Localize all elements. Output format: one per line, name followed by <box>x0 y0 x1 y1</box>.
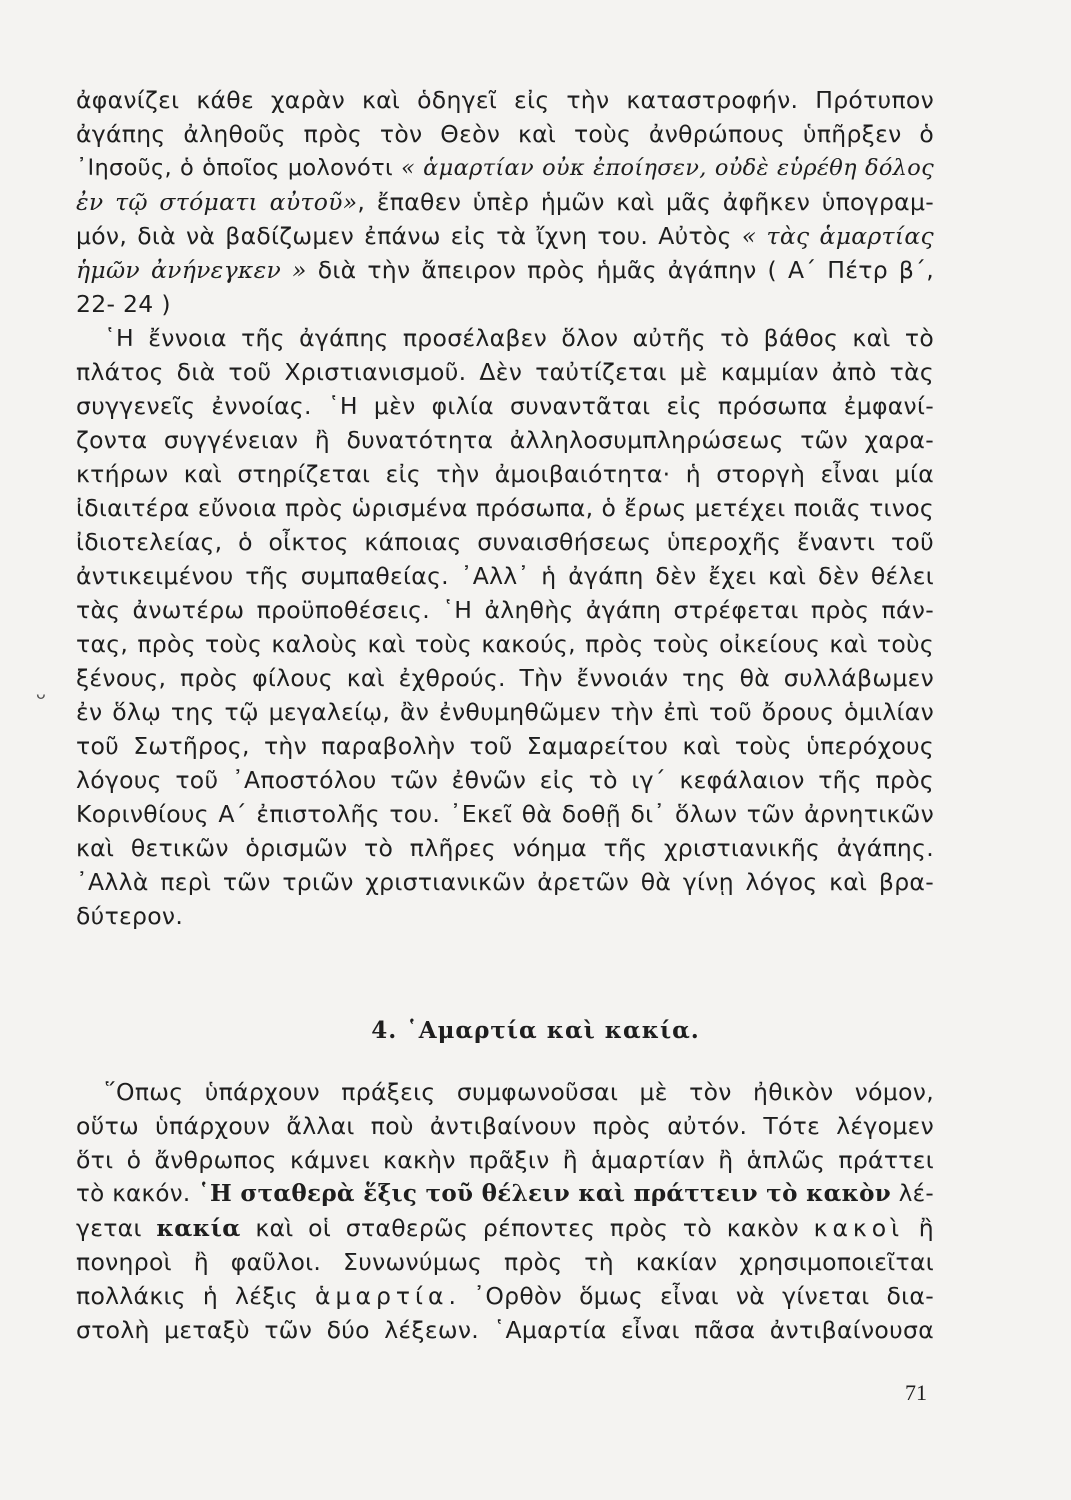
text-line: ἀγάπης ἀληθοῦς πρὸς τὸν Θεὸν καὶ τοὺς ἀνθρώπους ὑπῆρξεν ὁ <box>76 120 934 148</box>
text-span: διὰ τὴν ἄπειρον πρὸς ἡμᾶς ἀγάπην ( Α΄ Πέτρ β΄, <box>306 256 934 284</box>
text-line: ξένους, πρὸς φίλους καὶ ἐχθρούς. Τὴν ἔννοιάν της θὰ συλλάβωμεν <box>76 664 934 692</box>
text-line: δύτερον. <box>76 902 184 930</box>
text-line: πονηροὶ ἢ φαῦλοι. Συνωνύμως πρὸς τὴ κακίαν χρησιμοποιεῖται <box>76 1248 934 1276</box>
text-line: ὅτι ὁ ἄνθρωπος κάμνει κακὴν πρᾶξιν ἢ ἁμαρτίαν ἢ ἁπλῶς πράττει <box>76 1146 934 1174</box>
text-span: ἢ <box>904 1214 934 1242</box>
page-number: 71 <box>905 1380 927 1405</box>
text-line: οὕτω ὑπάρχουν ἄλλαι ποὺ ἀντιβαίνουν πρὸς αὐτόν. Τότε λέγομεν <box>76 1112 934 1140</box>
text-line <box>76 1279 934 1313</box>
text-line: ᾿Αλλὰ περὶ τῶν τριῶν χριστιανικῶν ἀρετῶν θὰ γίνῃ λόγος καὶ βρα- <box>76 868 934 896</box>
text-span: ᾿Ιησοῦς, ὁ ὁποῖος μολονότι <box>76 155 401 181</box>
text-line <box>76 253 934 287</box>
text-line <box>76 185 934 219</box>
text-line: 22- 24 ) <box>76 290 171 318</box>
text-line: ἀντικειμένου τῆς συμπαθείας. ᾿Αλλ᾿ ἡ ἀγάπη δὲν ἔχει καὶ δὲν θέλει <box>76 562 934 590</box>
term-spaced: ἁμαρτία <box>315 1282 449 1310</box>
text-line: ἀφανίζει κάθε χαρὰν καὶ ὁδηγεῖ εἰς τὴν καταστροφήν. Πρότυπον <box>76 86 934 114</box>
text-span: μόν, διὰ νὰ βαδίζωμεν ἐπάνω εἰς τὰ ἴχνη του. Αὐτὸς <box>76 222 742 250</box>
text-line: ἰδιοτελείας, ὁ οἶκτος κάποιας συναισθήσεως ὑπεροχῆς ἔναντι τοῦ <box>76 528 934 556</box>
text-span: καὶ οἱ σταθερῶς ρέποντες πρὸς τὸ κακὸν <box>240 1214 814 1242</box>
text-line <box>76 1211 934 1245</box>
text-line: Κορινθίους Α΄ ἐπιστολῆς του. ᾿Εκεῖ θὰ δοθῇ δι᾿ ὅλων τῶν ἀρνητικῶν <box>76 800 934 828</box>
text-span: τὸ κακόν. <box>76 1181 199 1207</box>
text-span: πολλάκις ἡ λέξις <box>76 1282 316 1310</box>
text-line: τὰς ἀνωτέρω προϋποθέσεις. ῾Η ἀληθὴς ἀγάπη στρέφεται πρὸς πάν- <box>76 596 934 624</box>
text-line: καὶ θετικῶν ὁρισμῶν τὸ πλῆρες νόημα τῆς χριστιανικῆς ἀγάπης. <box>76 834 934 862</box>
text-span: γεται <box>76 1214 157 1242</box>
text-span: λέ- <box>891 1181 934 1207</box>
term-spaced: κακοὶ <box>813 1214 905 1242</box>
text-line: τας, πρὸς τοὺς καλοὺς καὶ τοὺς κακούς, πρὸς τοὺς οἰκείους καὶ τοὺς <box>76 630 934 658</box>
scripture-quote: « ἁμαρτίαν οὐκ ἐποίησεν, οὐδὲ εὑρέθη δόλος <box>401 155 934 181</box>
scripture-quote: ἡμῶν ἀνήνεγκεν » <box>76 256 307 284</box>
section-heading: 4. ῾Αμαρτία καὶ κακία. <box>371 1017 700 1044</box>
text-line: ἰδιαιτέρα εὔνοια πρὸς ὡρισμένα πρόσωπα, ὁ ἔρως μετέχει ποιᾶς τινος <box>76 494 934 522</box>
text-line: ἐν ὅλῳ της τῷ μεγαλείῳ, ἂν ἐνθυμηθῶμεν τὴν ἐπὶ τοῦ ὄρους ὁμιλίαν <box>76 698 934 726</box>
text-line: ζοντα συγγένειαν ἢ δυνατότητα ἀλληλοσυμπληρώσεως τῶν χαρα- <box>76 426 934 454</box>
term-bold: κακία <box>156 1214 241 1242</box>
text-line: τοῦ Σωτῆρος, τὴν παραβολὴν τοῦ Σαμαρείτου καὶ τοὺς ὑπερόχους <box>76 732 934 760</box>
text-span: , ἔπαθεν ὑπὲρ ἡμῶν καὶ μᾶς ἀφῆκεν ὑπογραμ- <box>357 188 934 216</box>
text-span: . ᾿Ορθὸν ὅμως εἶναι νὰ γίνεται δια- <box>448 1282 934 1310</box>
definition-bold: ῾Η σταθερὰ ἕξις τοῦ θέλειν καὶ πράττειν τὸ κακὸν <box>198 1180 892 1207</box>
text-line <box>76 219 934 253</box>
text-line: ῞Οπως ὑπάρχουν πράξεις συμφωνοῦσαι μὲ τὸν ἠθικὸν νόμον, <box>104 1078 934 1106</box>
scripture-quote: ἐν τῷ στόματι αὐτοῦ» <box>76 188 358 216</box>
text-line: κτήρων καὶ στηρίζεται εἰς τὴν ἀμοιβαιότητα· ἡ στοργὴ εἶναι μία <box>76 460 934 488</box>
text-line <box>76 151 934 185</box>
margin-mark: ᴗ <box>36 684 46 703</box>
text-line: ῾Η ἔννοια τῆς ἀγάπης προσέλαβεν ὅλον αὐτῆς τὸ βάθος καὶ τὸ <box>104 324 934 352</box>
text-line <box>76 1177 934 1211</box>
text-line: λόγους τοῦ ᾿Αποστόλου τῶν ἐθνῶν εἰς τὸ ιγ΄ κεφάλαιον τῆς πρὸς <box>76 766 934 794</box>
text-line: πλάτος διὰ τοῦ Χριστιανισμοῦ. Δὲν ταὐτίζεται μὲ καμμίαν ἀπὸ τὰς <box>76 358 934 386</box>
text-line: στολὴ μεταξὺ τῶν δύο λέξεων. ῾Αμαρτία εἶναι πᾶσα ἀντιβαίνουσα <box>76 1316 934 1344</box>
scripture-quote: « τὰς ἁμαρτίας <box>741 222 934 250</box>
text-line: συγγενεῖς ἐννοίας. ῾Η μὲν φιλία συναντᾶται εἰς πρόσωπα ἐμφανί- <box>76 392 934 420</box>
